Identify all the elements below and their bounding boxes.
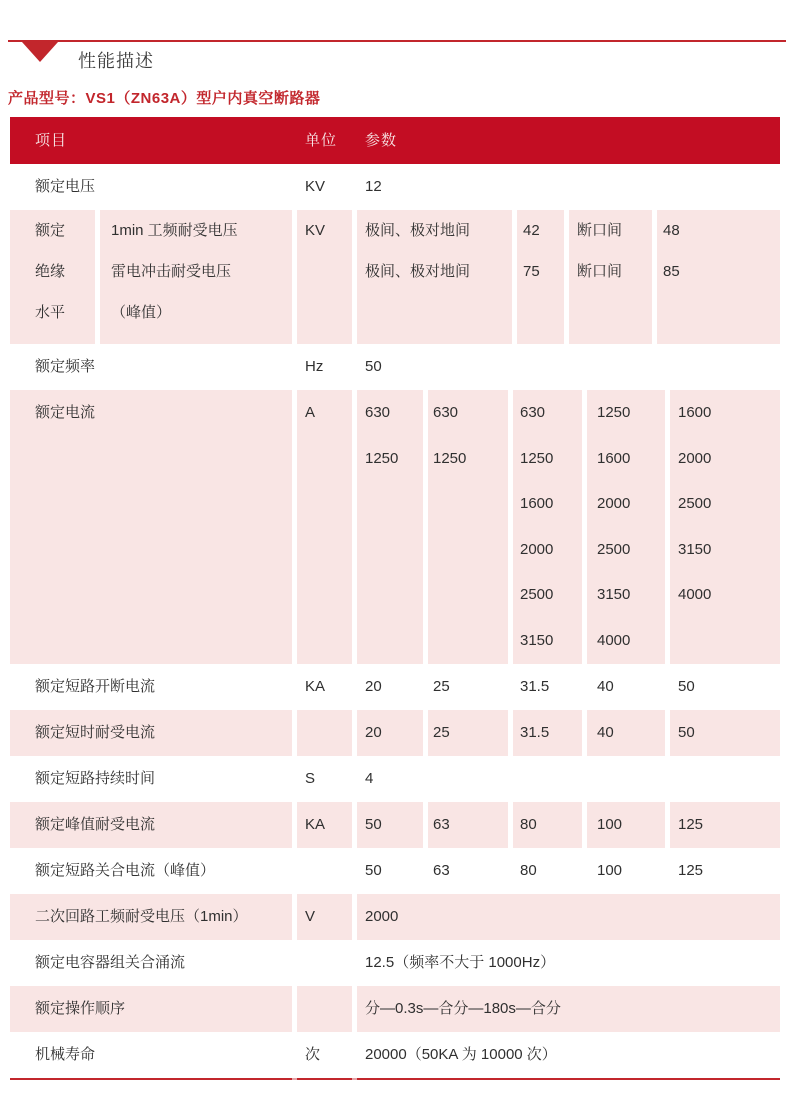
value-line: 1250 [597, 404, 631, 421]
value-cell: 50 [678, 678, 695, 695]
item-line: 水平 [35, 304, 66, 321]
value-line: 85 [663, 263, 680, 280]
item-cell: 额定峰值耐受电流 [10, 802, 292, 848]
value-line: 3150 [678, 540, 712, 558]
value-line: 630 [433, 404, 459, 421]
unit-cell: KA [305, 678, 326, 695]
unit-cell [297, 848, 352, 894]
table-row-current [10, 390, 780, 664]
unit-cell: A [297, 390, 352, 664]
value-cell: 20 [365, 678, 382, 695]
unit-cell: KV [297, 210, 352, 344]
item-cell: 额定短时耐受电流 [10, 710, 292, 756]
table-row-mechanical [10, 1032, 780, 1078]
section-header [0, 0, 795, 70]
spec-table [10, 117, 780, 1080]
value-cell [517, 210, 564, 344]
value-cell: 80 [513, 802, 582, 848]
section-divider-line [8, 40, 786, 42]
scope-line: 极间、极对地间 [365, 222, 471, 239]
param-cells [357, 664, 780, 710]
table-row-secondary [10, 894, 780, 940]
value-line: 1250 [365, 449, 399, 467]
table-row-insulation [10, 210, 780, 344]
value-cell: 25 [428, 710, 508, 756]
value-line: 42 [523, 222, 540, 239]
border-segment [297, 1078, 352, 1080]
value-cell: 31.5 [513, 710, 582, 756]
value-line: 3150 [520, 631, 554, 649]
value-cell: 100 [587, 802, 665, 848]
value-cell: 63 [428, 802, 508, 848]
table-row-short-withstand [10, 710, 780, 756]
value-line: 48 [663, 222, 680, 239]
item-cell: 额定频率 [35, 358, 96, 375]
scope-line: 极间、极对地间 [365, 263, 471, 280]
value-cell: 20 [357, 710, 423, 756]
value-line: 2000 [520, 540, 554, 558]
unit-cell: Hz [305, 358, 324, 375]
value-cell: 12.5（频率不大于 1000Hz） [365, 954, 556, 971]
value-cell: 50 [365, 358, 382, 375]
item-cell: 额定短路关合电流（峰值） [35, 862, 216, 879]
item-cell: 额定电容器组关合涌流 [35, 954, 186, 971]
value-cell: 50 [365, 862, 382, 879]
scope-line: 断口间 [577, 222, 623, 239]
unit-cell: KA [297, 802, 352, 848]
table-row-breaking [10, 664, 780, 710]
param-cells [357, 210, 780, 344]
unit-cell: V [297, 894, 352, 940]
item-cell: 额定短路持续时间 [35, 770, 156, 787]
unit-cell [297, 940, 352, 986]
table-row-peak [10, 802, 780, 848]
value-line: 2000 [597, 495, 631, 512]
value-line: 2500 [520, 586, 554, 603]
table-row-sequence [10, 986, 780, 1032]
value-cell: 分—0.3s—合分—180s—合分 [357, 986, 780, 1032]
value-line: 2500 [678, 495, 712, 512]
item-cell [10, 210, 95, 344]
table-row-making [10, 848, 780, 894]
table-row-frequency [10, 344, 780, 390]
param-cells [357, 802, 780, 848]
triangle-marker-icon [22, 42, 58, 62]
product-model-line: 产品型号：VS1（ZN63A）型户内真空断路器 [8, 90, 321, 107]
param-cells [357, 848, 780, 894]
value-cell [587, 390, 665, 664]
value-cell: 20000（50KA 为 10000 次） [365, 1046, 557, 1063]
item-line: 绝缘 [35, 263, 66, 280]
value-cell [657, 210, 780, 344]
item-line: 雷电冲击耐受电压 [111, 263, 232, 280]
table-header-row [10, 117, 780, 164]
item-line: （峰值） [111, 304, 172, 321]
item-line: 1min 工频耐受电压 [111, 222, 238, 239]
param-cells [357, 710, 780, 756]
value-cell: 100 [597, 862, 623, 879]
item-sub-cell [100, 210, 292, 344]
scope-cell [357, 210, 512, 344]
value-line: 630 [365, 404, 391, 421]
value-line: 1250 [433, 449, 467, 467]
item-cell: 二次回路工频耐受电压（1min） [10, 894, 292, 940]
table-row-voltage [10, 164, 780, 210]
value-cell: 40 [587, 710, 665, 756]
value-line: 4000 [678, 586, 712, 603]
value-cell: 125 [670, 802, 780, 848]
border-segment [10, 1078, 292, 1080]
value-cell [670, 390, 780, 664]
item-cell: 机械寿命 [35, 1046, 96, 1063]
scope-cell [569, 210, 652, 344]
value-cell [513, 390, 582, 664]
value-line: 4000 [597, 631, 631, 649]
value-cell: 50 [670, 710, 780, 756]
value-line: 1250 [520, 449, 554, 467]
col-header-param: 参数 [365, 132, 398, 149]
value-line: 1600 [520, 495, 554, 512]
value-line: 2500 [597, 540, 631, 558]
value-cell: 31.5 [520, 678, 550, 695]
value-cell: 12 [365, 178, 382, 195]
item-cell: 额定电流 [10, 390, 292, 664]
value-line: 1600 [678, 404, 712, 421]
value-cell: 125 [678, 862, 704, 879]
value-cell: 80 [520, 862, 537, 879]
unit-cell: KV [305, 178, 326, 195]
col-header-item: 项目 [35, 132, 68, 149]
value-cell [428, 390, 508, 664]
value-line: 2000 [678, 449, 712, 467]
table-row-duration [10, 756, 780, 802]
unit-cell: S [305, 770, 316, 787]
value-cell: 63 [433, 862, 450, 879]
value-cell: 4 [365, 770, 374, 787]
item-cell: 额定操作顺序 [10, 986, 292, 1032]
value-cell: 40 [597, 678, 614, 695]
param-cells [357, 390, 780, 664]
value-line: 1600 [597, 449, 631, 467]
value-cell: 25 [433, 678, 450, 695]
unit-cell: 次 [305, 1046, 321, 1063]
item-cell: 额定短路开断电流 [35, 678, 156, 695]
value-cell: 2000 [357, 894, 780, 940]
value-line: 75 [523, 263, 540, 280]
col-header-unit: 单位 [305, 132, 338, 149]
value-line: 630 [520, 404, 546, 421]
value-line: 3150 [597, 586, 631, 603]
border-segment [357, 1078, 780, 1080]
table-bottom-border [10, 1078, 780, 1080]
item-cell: 额定电压 [35, 178, 96, 195]
unit-cell [297, 986, 352, 1032]
unit-cell [297, 710, 352, 756]
value-cell: 50 [357, 802, 423, 848]
section-title: 性能描述 [78, 51, 154, 71]
item-line: 额定 [35, 222, 66, 239]
scope-line: 断口间 [577, 263, 623, 280]
table-row-capacitor [10, 940, 780, 986]
value-cell [357, 390, 423, 664]
